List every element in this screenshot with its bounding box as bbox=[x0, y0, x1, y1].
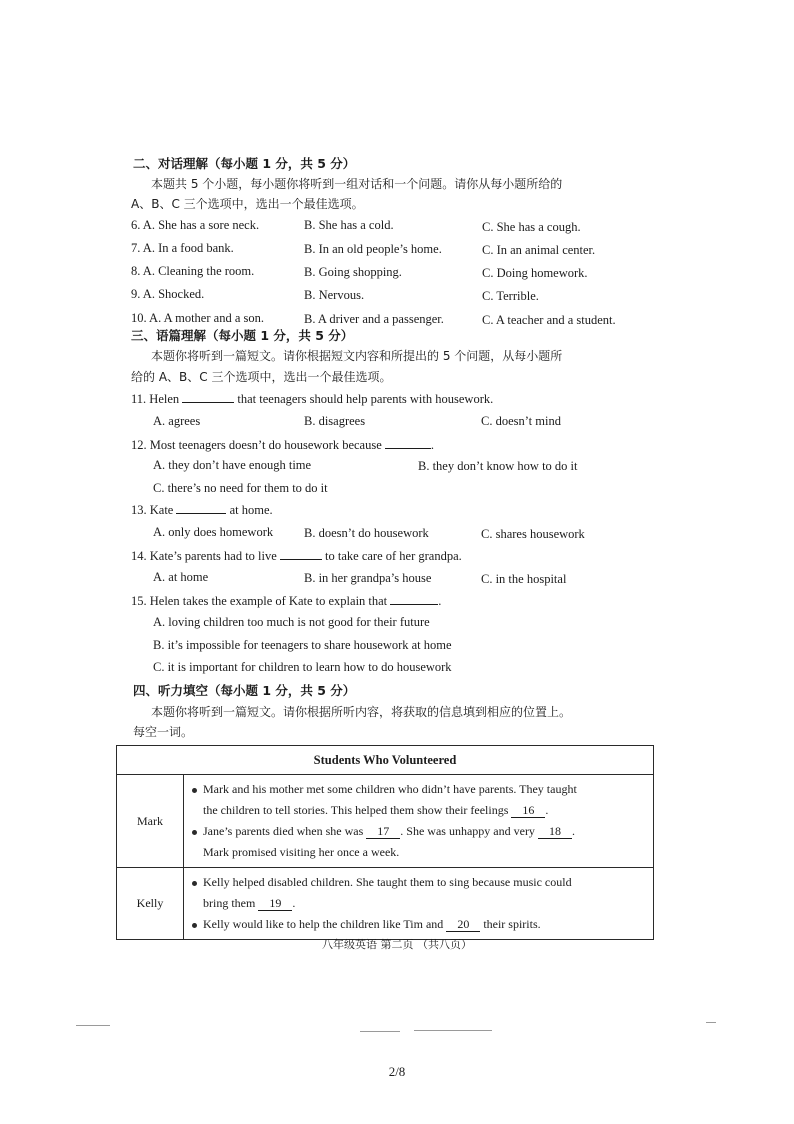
q10-option-b: B. A driver and a passenger. bbox=[304, 312, 444, 326]
q15-option-c: C. it is important for children to learn how to do housework bbox=[153, 660, 452, 674]
q10-option-c: C. A teacher and a student. bbox=[482, 313, 616, 327]
q15-option-b: B. it’s impossible for teenagers to share housework at home bbox=[153, 638, 452, 652]
section4-heading: 四、听力填空（每小题 1 分，共 5 分） bbox=[133, 683, 356, 698]
volunteer-table bbox=[116, 745, 654, 940]
bullet-icon bbox=[192, 923, 197, 928]
q15-stem: 15. Helen takes the example of Kate to explain that . bbox=[131, 594, 442, 608]
fill-blank-18: 18 bbox=[538, 824, 572, 839]
student-name-kelly: Kelly bbox=[117, 868, 184, 940]
q6-option-a: 6. A. She has a sore neck. bbox=[131, 218, 260, 232]
bullet-icon bbox=[192, 830, 197, 835]
section3-instruction-2: 给的 A、B、C 三个选项中，选出一个最佳选项。 bbox=[131, 370, 392, 384]
q13-option-a: A. only does homework bbox=[153, 525, 274, 539]
fill-blank-17: 17 bbox=[366, 824, 400, 839]
q12-option-b: B. they don’t know how to do it bbox=[418, 459, 578, 473]
section3-heading: 三、语篇理解（每小题 1 分，共 5 分） bbox=[131, 328, 354, 343]
scan-mark bbox=[414, 1030, 492, 1031]
q7-option-b: B. In an old people’s home. bbox=[304, 242, 442, 256]
q13-option-c: C. shares housework bbox=[481, 527, 585, 541]
q8-option-c: C. Doing homework. bbox=[482, 266, 588, 280]
q8-option-a: 8. A. Cleaning the room. bbox=[131, 264, 255, 278]
mark-details: Mark and his mother met some children who didn’t have parents. They taught the children to tell stories. This helped them show their feelings 16 . Jane’s parents died when she was 17 . She was unhappy and very 18 . Mark promised visiting her once a week. bbox=[184, 775, 654, 868]
kelly-details: Kelly helped disabled children. She taught them to sing because music could bring them 19 . Kelly would like to help the children like Tim and 20 their spirits. bbox=[184, 868, 654, 940]
answer-blank bbox=[176, 501, 226, 514]
section2-instruction-1: 本题共 5 个小题，每小题你将听到一组对话和一个问题。请你从每小题所给的 bbox=[151, 177, 563, 191]
section3-instruction-1: 本题你将听到一篇短文。请你根据短文内容和所提出的 5 个问题，从每小题所 bbox=[151, 349, 563, 363]
q14-option-a: A. at home bbox=[153, 570, 209, 584]
scan-mark bbox=[706, 1022, 716, 1023]
q9-option-b: B. Nervous. bbox=[304, 288, 365, 302]
answer-blank bbox=[182, 390, 234, 403]
bullet-icon bbox=[192, 881, 197, 886]
fill-blank-19: 19 bbox=[258, 896, 292, 911]
q6-option-b: B. She has a cold. bbox=[304, 218, 394, 232]
answer-blank bbox=[390, 592, 438, 605]
scan-mark bbox=[360, 1031, 400, 1032]
page-number: 2/8 bbox=[388, 1064, 406, 1079]
q13-stem: 13. Kate at home. bbox=[131, 503, 273, 517]
section4-instruction-2: 每空一词。 bbox=[133, 725, 194, 739]
q12-stem: 12. Most teenagers doesn’t do housework because . bbox=[131, 438, 435, 452]
section4-instruction-1: 本题你将听到一篇短文。请你根据所听内容，将获取的信息填到相应的位置上。 bbox=[151, 705, 572, 719]
q8-option-b: B. Going shopping. bbox=[304, 265, 402, 279]
q11-option-a: A. agrees bbox=[153, 414, 201, 428]
q14-option-c: C. in the hospital bbox=[481, 572, 567, 586]
student-name-mark: Mark bbox=[117, 775, 184, 868]
answer-blank bbox=[280, 547, 322, 560]
scan-mark bbox=[76, 1025, 110, 1026]
fill-blank-20: 20 bbox=[446, 917, 480, 932]
q9-option-a: 9. A. Shocked. bbox=[131, 287, 205, 301]
section2-heading: 二、对话理解（每小题 1 分，共 5 分） bbox=[133, 156, 356, 171]
q14-stem: 14. Kate’s parents had to live to take care of her grandpa. bbox=[131, 549, 462, 563]
answer-blank bbox=[385, 436, 431, 449]
section2-instruction-2: A、B、C 三个选项中，选出一个最佳选项。 bbox=[131, 197, 364, 211]
q13-option-b: B. doesn’t do housework bbox=[304, 526, 429, 540]
fill-blank-16: 16 bbox=[511, 803, 545, 818]
q6-option-c: C. She has a cough. bbox=[482, 220, 581, 234]
q15-option-a: A. loving children too much is not good for their future bbox=[153, 615, 430, 629]
q11-stem: 11. Helen that teenagers should help parents with housework. bbox=[131, 392, 494, 406]
q12-option-a: A. they don’t have enough time bbox=[153, 458, 312, 472]
q12-option-c: C. there’s no need for them to do it bbox=[153, 481, 328, 495]
q7-option-a: 7. A. In a food bank. bbox=[131, 241, 234, 255]
q14-option-b: B. in her grandpa’s house bbox=[304, 571, 432, 585]
q9-option-c: C. Terrible. bbox=[482, 289, 539, 303]
q11-option-c: C. doesn’t mind bbox=[481, 414, 561, 428]
q10-option-a: 10. A. A mother and a son. bbox=[131, 311, 264, 325]
table-title: Students Who Volunteered bbox=[117, 746, 654, 775]
page-footer: 八年级英语 第二页 （共八页） bbox=[322, 938, 472, 951]
bullet-icon bbox=[192, 788, 197, 793]
q7-option-c: C. In an animal center. bbox=[482, 243, 596, 257]
q11-option-b: B. disagrees bbox=[304, 414, 366, 428]
